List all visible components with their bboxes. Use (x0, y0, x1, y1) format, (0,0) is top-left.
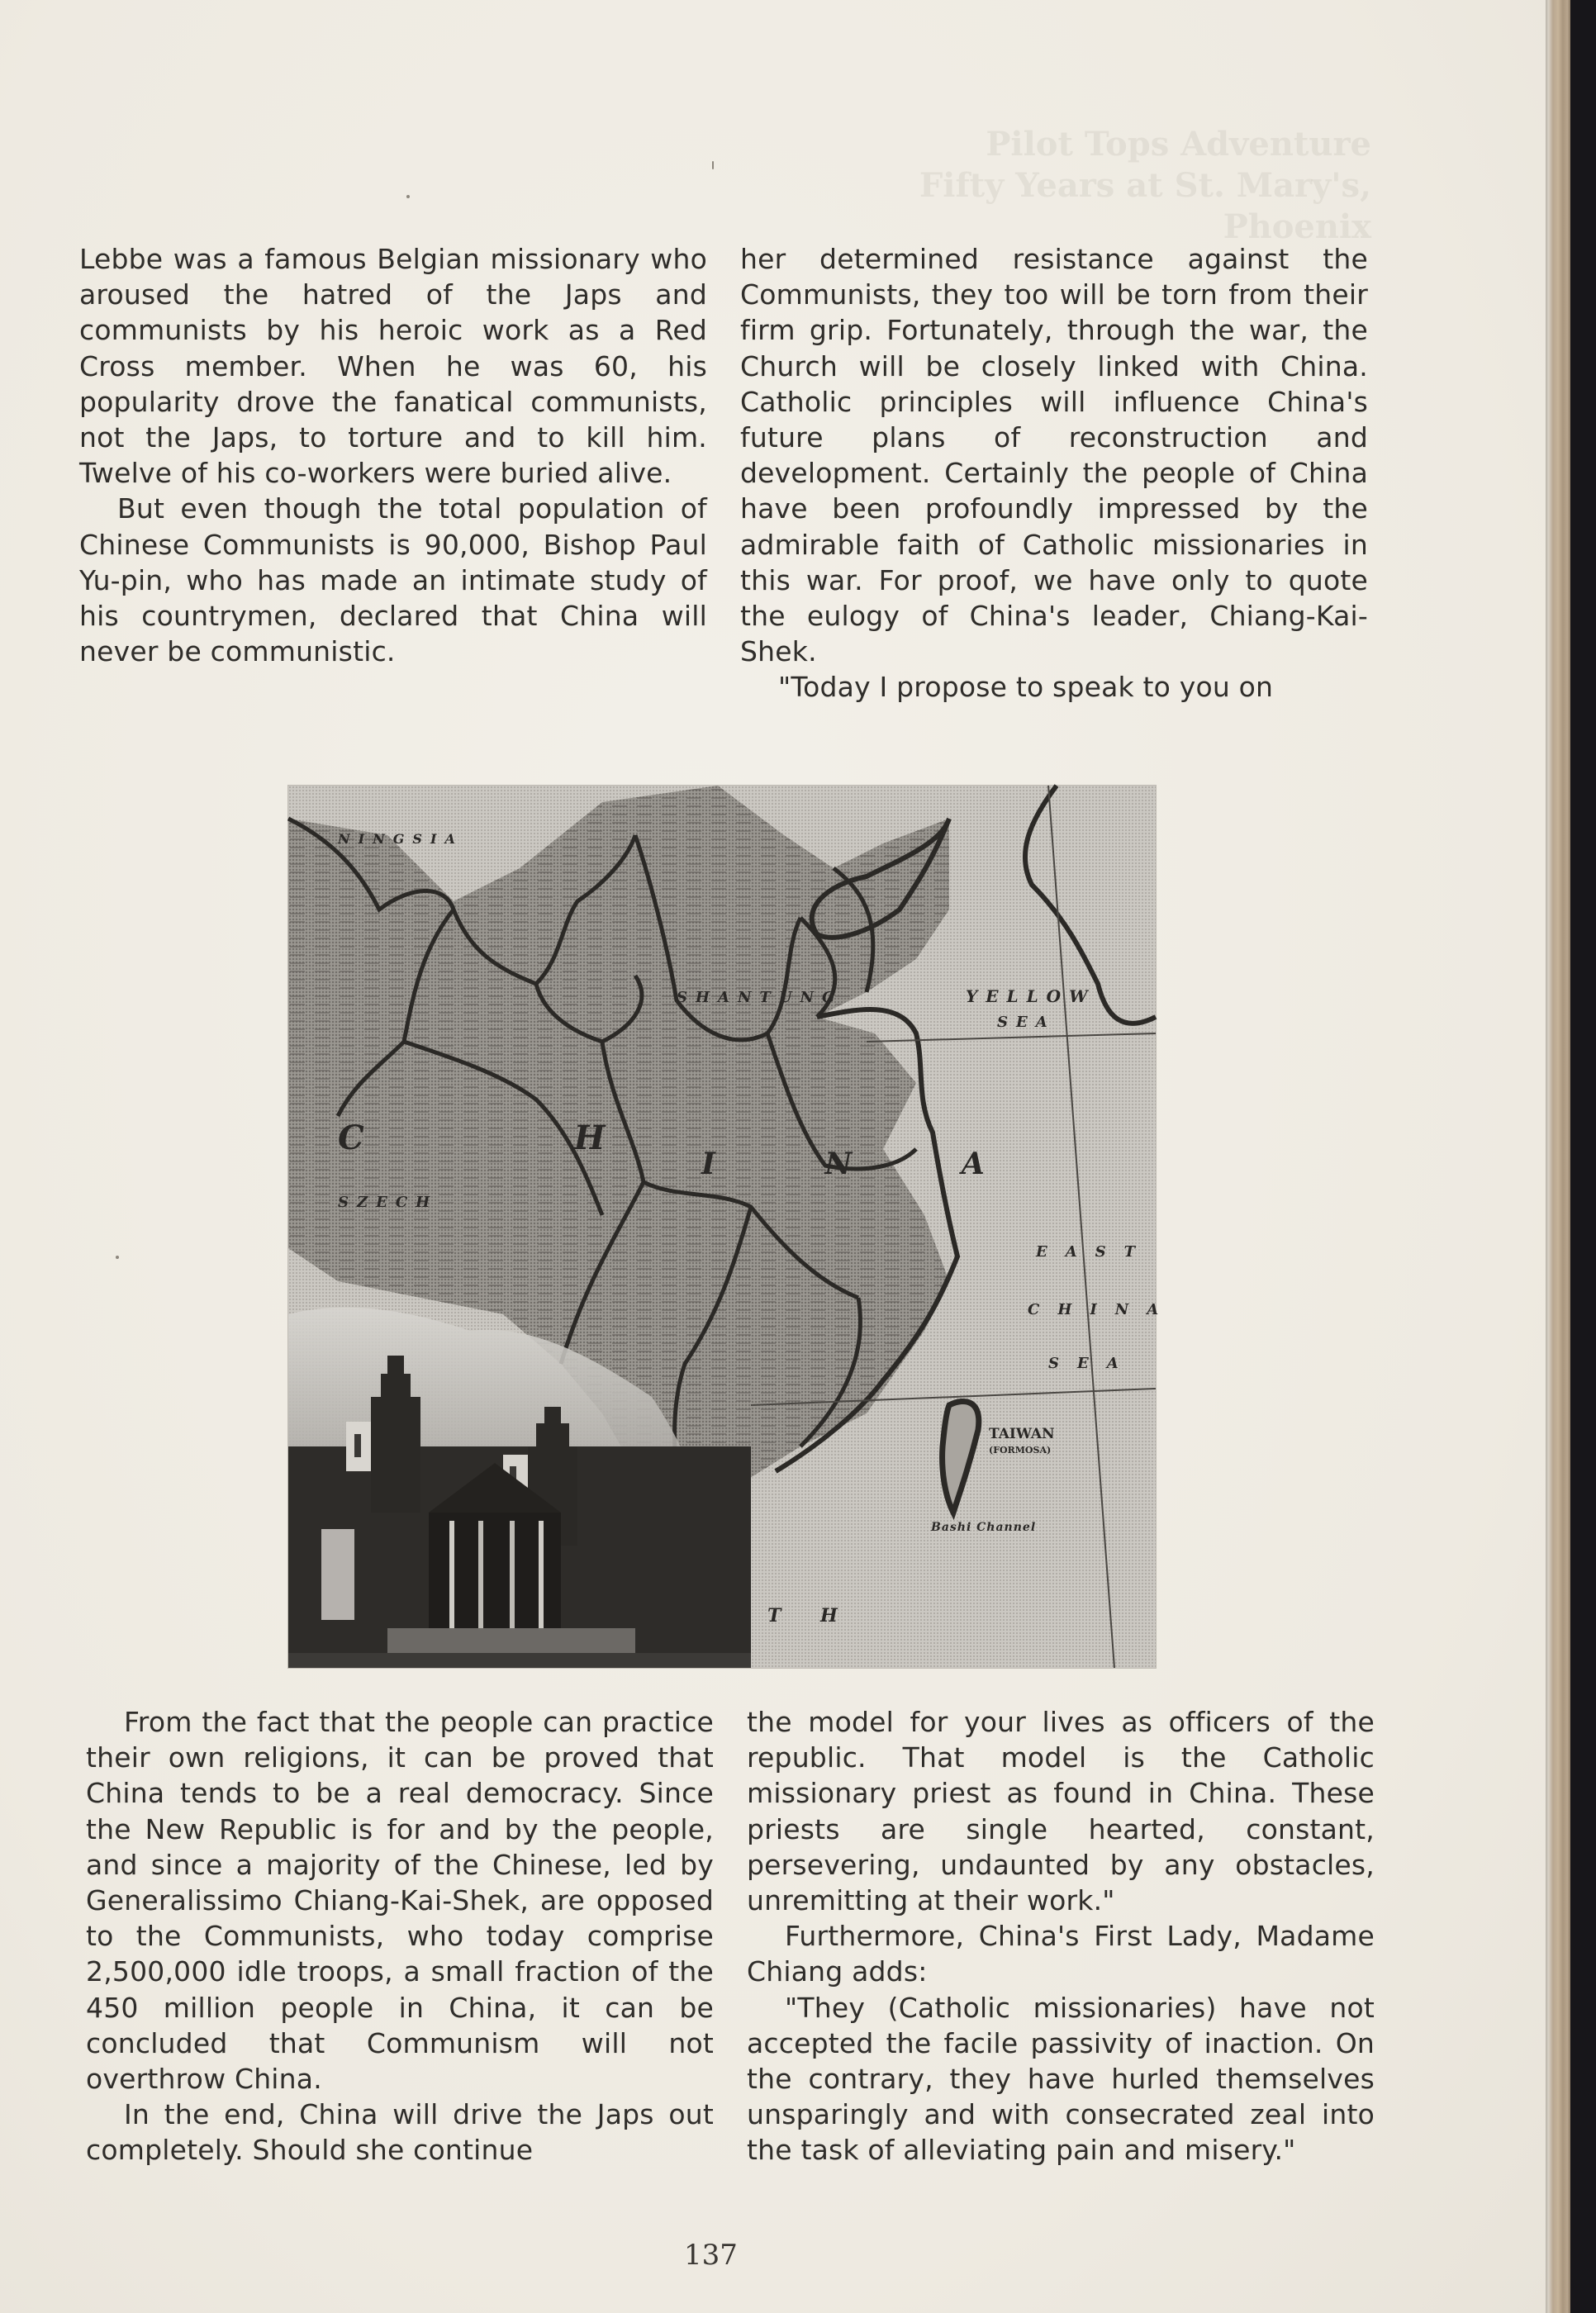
page-number: 137 (684, 2239, 738, 2272)
paragraph: the model for your lives as officers of the republic. That model is the Catholic missionary priest as found in China. These priests are single hearted, constant, persevering, undaunted by any obstacles, unremitting at their work." (747, 1706, 1375, 1917)
label-china-ch: C H (338, 1119, 705, 1157)
label-ningsia: NINGSIA (338, 831, 463, 847)
paragraph: From the fact that the people can practice their own religions, it can be proved that China tends to be a real democracy. Since the New Republic is for and by the people, and since a majority of the Chinese, led by Generalissimo Chiang-Kai-Shek, are opposed to the Communists, who today comprise 2,500,000 idle troops, a small fraction of the 450 million people in China, it can be concluded that Communism will not overthrow China. (86, 1706, 714, 2096)
label-bashi-channel: Bashi Channel (931, 1521, 1037, 1534)
label-szech: SZECH (338, 1194, 439, 1211)
church-column (539, 1521, 544, 1628)
column-top-right (740, 241, 1368, 705)
label-th: T H (767, 1605, 854, 1627)
paragraph: Lebbe was a famous Belgian missionary who aroused the hatred of the Japs and communists by his heroic work as a Red Cross member. When he was 60, his popularity drove the fanatical communists, not the Japs, to torture and to kill him. Twelve of his co-workers were buried alive. (79, 243, 707, 490)
paragraph: Furthermore, China's First Lady, Madame Chiang adds: (747, 1920, 1375, 1988)
map-church-illustration (287, 785, 1177, 1669)
label-shantung: SHANTUNG (677, 989, 843, 1006)
label-formosa: (FORMOSA) (989, 1445, 1052, 1456)
paragraph: In the end, China will drive the Japs out completely. Should she continue (86, 2098, 714, 2167)
church-steps (387, 1628, 635, 1653)
column-top-left (79, 241, 707, 669)
label-taiwan: TAIWAN (989, 1426, 1055, 1442)
label-china-ina: I N A (701, 1147, 1034, 1181)
book-cover-edge (1570, 0, 1596, 2313)
paragraph: But even though the total population of Chinese Communists is 90,000, Bishop Paul Yu-pin, who has made an intimate study of his countrymen, declared that China will never be communistic. (79, 492, 707, 668)
map-svg (288, 786, 1177, 1668)
label-yellow: YELLOW (966, 986, 1096, 1006)
paper-speck (406, 195, 410, 198)
paper-speck (116, 1256, 119, 1259)
label-east: EAST (1036, 1243, 1154, 1261)
church-left-tower (371, 1397, 420, 1513)
paragraph: "Today I propose to speak to you on (778, 671, 1274, 704)
label-east-china-sea: SEA (1048, 1355, 1137, 1372)
page-stack-edge (1546, 0, 1570, 2313)
paragraph: her determined resistance against the Communists, they too will be torn from their firm grip. Fortunately, through the war, the Church will be closely linked with China. Catholic principles will influence China's future plans of reconstruction and development. Certainly the people of China have been profoundly impressed by the admirable faith of Catholic missionaries in this war. For proof, we have only to quote the eulogy of China's leader, Chiang-Kai-Shek. (740, 243, 1368, 668)
paper-speck (712, 161, 714, 169)
church-column (510, 1521, 515, 1628)
column-bottom-left (86, 1704, 714, 2168)
church-column (478, 1521, 483, 1628)
bleed-through-text: Pilot Tops Adventure Fifty Years at St. Mary's, Phoenix (919, 125, 1371, 246)
paragraph: "They (Catholic missionaries) have not accepted the facile passivity of inaction. On the contrary, they have hurled themselves unsparingly and with consecrated zeal into the task of alleviating pain and misery." (747, 1991, 1375, 2167)
label-china-sea: CHINA (1028, 1301, 1177, 1318)
church-column (449, 1521, 454, 1628)
column-bottom-right (747, 1704, 1375, 2168)
label-yellow-sea: SEA (997, 1014, 1056, 1031)
